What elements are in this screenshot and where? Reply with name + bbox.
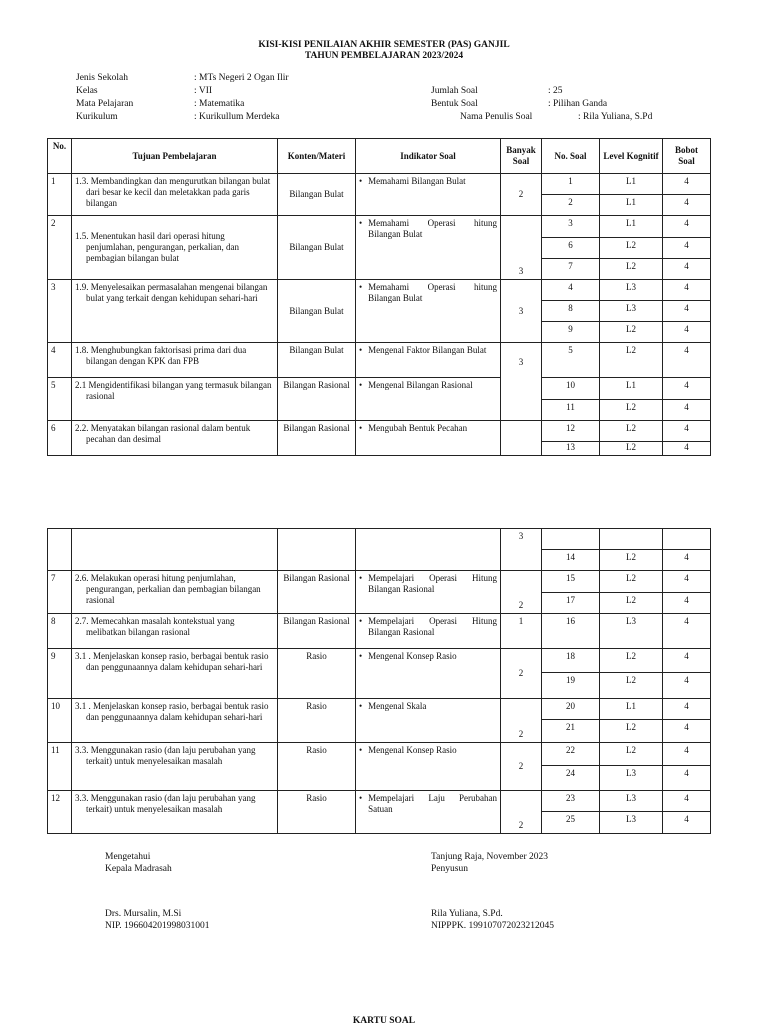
header-no-soal: No. Soal xyxy=(542,139,600,174)
item-level: L2 xyxy=(600,442,663,456)
header-materi: Konten/Materi xyxy=(278,139,356,174)
item-no: 10 xyxy=(542,378,600,400)
row-materi: Bilangan Rasional xyxy=(278,571,356,614)
item-level: L2 xyxy=(600,322,663,343)
item-level: L2 xyxy=(600,673,663,699)
signature-right xyxy=(431,852,548,876)
item-bobot: 4 xyxy=(663,259,711,280)
row-indikator: • Mempelajari Laju Perubahan Satuan xyxy=(359,793,497,814)
value-penulis: : Rila Yuliana, S.Pd xyxy=(578,112,653,122)
label-mapel: Mata Pelajaran xyxy=(76,99,134,109)
label-kurikulum: Kurikulum xyxy=(76,112,118,122)
item-level: L3 xyxy=(600,301,663,322)
table-row xyxy=(48,174,711,195)
item-no: 24 xyxy=(542,766,600,791)
row-no: 12 xyxy=(48,791,72,834)
value-kelas: : VII xyxy=(194,86,213,96)
bullet-icon: • xyxy=(359,282,363,292)
row-tujuan: 1.3. Membandingkan dan mengurutkan bilangan bulat dari besar ke kecil dan meletakkan pada garis bilangan xyxy=(72,174,278,216)
item-level: L2 xyxy=(600,720,663,743)
table-row xyxy=(48,571,711,593)
table-row xyxy=(48,421,711,442)
item-level: L3 xyxy=(600,791,663,812)
item-no: 15 xyxy=(542,571,600,593)
item-no: 3 xyxy=(542,216,600,238)
item-level: L3 xyxy=(600,280,663,301)
item-level: L2 xyxy=(600,421,663,442)
row-materi: Bilangan Bulat xyxy=(278,216,356,280)
item-level: L3 xyxy=(600,812,663,834)
row-tujuan: 1.5. Menentukan hasil dari operasi hitung penjumlahan, pengurangan, perkalian, dan pembagian bilangan bulat xyxy=(72,216,278,280)
item-no: 6 xyxy=(542,238,600,259)
row-tujuan: 2.1 Mengidentifikasi bilangan yang termasuk bilangan rasional xyxy=(72,378,278,421)
item-no: 17 xyxy=(542,593,600,614)
table-row xyxy=(48,343,711,378)
row-banyak: 1 xyxy=(501,614,542,649)
header-banyak: Banyak Soal xyxy=(501,139,542,174)
row-banyak: 2 xyxy=(501,743,542,791)
item-bobot: 4 xyxy=(663,614,711,649)
item-no: 4 xyxy=(542,280,600,301)
row-banyak: 2 xyxy=(501,699,542,743)
row-materi: Rasio xyxy=(278,699,356,743)
item-bobot: 4 xyxy=(663,195,711,216)
item-no: 9 xyxy=(542,322,600,343)
row-banyak: 3 xyxy=(501,280,542,343)
item-bobot: 4 xyxy=(663,720,711,743)
item-bobot: 4 xyxy=(663,649,711,673)
table-row xyxy=(48,791,711,812)
value-jumlah-soal: : 25 xyxy=(548,86,563,96)
item-no: 5 xyxy=(542,343,600,378)
item-level: L2 xyxy=(600,259,663,280)
row-materi: Bilangan Rasional xyxy=(278,421,356,456)
row-no: 9 xyxy=(48,649,72,699)
next-page-title: KARTU SOAL xyxy=(352,1016,416,1026)
header-bobot: Bobot Soal xyxy=(663,139,711,174)
row-no: 7 xyxy=(48,571,72,614)
row-indikator: • Mempelajari Operasi Hitung Bilangan Rasional xyxy=(359,616,497,637)
signature-right-line2: Penyusun xyxy=(431,863,468,874)
row-tujuan: 2.6. Melakukan operasi hitung penjumlahan, pengurangan, perkalian dan pembagian bilangan rasional xyxy=(72,571,278,614)
row-banyak: 2 xyxy=(501,791,542,834)
item-level: L2 xyxy=(600,238,663,259)
item-bobot: 4 xyxy=(663,400,711,421)
item-bobot: 4 xyxy=(663,238,711,259)
row-tujuan: 3.1 . Menjelaskan konsep rasio, berbagai bentuk rasio dan penggunaannya dalam kehidupan sehari-hari xyxy=(72,649,278,699)
item-level: L1 xyxy=(600,174,663,195)
row-materi: Bilangan Rasional xyxy=(278,614,356,649)
signature-left-name: Drs. Mursalin, M.Si xyxy=(105,909,182,919)
item-no: 8 xyxy=(542,301,600,322)
row-tujuan: 1.9. Menyelesaikan permasalahan mengenai bilangan bulat yang terkait dengan kehidupan sehari-hari xyxy=(72,280,278,343)
item-level: L2 xyxy=(600,743,663,766)
document-title: KISI-KISI PENILAIAN AKHIR SEMESTER (PAS) GANJIL xyxy=(258,40,510,50)
label-kelas: Kelas xyxy=(76,86,98,96)
value-bentuk-soal: : Pilihan Ganda xyxy=(548,99,608,109)
row-tujuan: 2.7. Memecahkan masalah kontekstual yang melibatkan bilangan rasional xyxy=(72,614,278,649)
item-no: 23 xyxy=(542,791,600,812)
bullet-icon: • xyxy=(359,573,363,583)
row-indikator: • Memahami Bilangan Bulat xyxy=(359,176,466,186)
signature-right-line1: Tanjung Raja, November 2023 xyxy=(431,852,549,862)
item-no: 7 xyxy=(542,259,600,280)
row-indikator: • Mengenal Konsep Rasio xyxy=(359,745,457,755)
item-level: L1 xyxy=(600,216,663,238)
item-level: L2 xyxy=(600,593,663,614)
row-materi: Bilangan Bulat xyxy=(278,280,356,343)
item-bobot: 4 xyxy=(663,743,711,766)
item-no: 1 xyxy=(542,174,600,195)
item-no: 11 xyxy=(542,400,600,421)
row-materi: Bilangan Bulat xyxy=(278,174,356,216)
item-level: L1 xyxy=(600,699,663,720)
row-indikator: • Memahami Operasi hitung Bilangan Bulat xyxy=(359,218,497,239)
table-row xyxy=(48,649,711,673)
item-bobot: 4 xyxy=(663,174,711,195)
bullet-icon: • xyxy=(359,380,363,390)
header-indikator: Indikator Soal xyxy=(356,139,501,174)
label-jumlah-soal: Jumlah Soal xyxy=(431,86,478,96)
header-level: Level Kognitif xyxy=(600,139,663,174)
bullet-icon: • xyxy=(359,701,363,711)
item-no: 2 xyxy=(542,195,600,216)
item-level: L1 xyxy=(600,195,663,216)
row-indikator: • Mempelajari Operasi Hitung Bilangan Rasional xyxy=(359,573,497,594)
bullet-icon: • xyxy=(359,423,363,433)
value-jenis-sekolah: : MTs Negeri 2 Ogan Ilir xyxy=(194,73,289,83)
value-mapel: : Matematika xyxy=(194,99,245,109)
item-bobot: 4 xyxy=(663,673,711,699)
item-no: 25 xyxy=(542,812,600,834)
row-no: 8 xyxy=(48,614,72,649)
row-banyak: 3 xyxy=(501,343,542,421)
signature-left-nip: NIP. 196604201998031001 xyxy=(105,920,210,931)
item-bobot: 4 xyxy=(663,301,711,322)
row-banyak: 2 xyxy=(501,649,542,699)
item-bobot: 4 xyxy=(663,791,711,812)
item-level: L2 xyxy=(600,343,663,378)
bullet-icon: • xyxy=(359,345,363,355)
item-level: L2 xyxy=(600,550,663,571)
header-no: No. xyxy=(48,139,72,174)
label-penulis: Nama Penulis Soal xyxy=(460,112,533,122)
row-tujuan: 3.3. Menggunakan rasio (dan laju perubahan yang terkait) untuk menyelesaikan masalah xyxy=(72,743,278,791)
row-tujuan: 3.3. Menggunakan rasio (dan laju perubahan yang terkait) untuk menyelesaikan masalah xyxy=(72,791,278,834)
signature-right-name-block xyxy=(431,909,554,933)
item-no: 22 xyxy=(542,743,600,766)
row-no: 11 xyxy=(48,743,72,791)
item-level: L3 xyxy=(600,614,663,649)
row-indikator: • Mengenal Bilangan Rasional xyxy=(359,380,473,390)
table-row xyxy=(48,743,711,766)
row-banyak: 3 xyxy=(501,529,542,571)
item-no: 16 xyxy=(542,614,600,649)
item-level: L2 xyxy=(600,400,663,421)
label-jenis-sekolah: Jenis Sekolah xyxy=(76,73,128,83)
item-no: 19 xyxy=(542,673,600,699)
row-no: 3 xyxy=(48,280,72,343)
signature-right-nip: NIPPPK. 199107072023212045 xyxy=(431,920,554,931)
row-materi: Bilangan Rasional xyxy=(278,378,356,421)
item-level: L3 xyxy=(600,766,663,791)
item-bobot: 4 xyxy=(663,442,711,456)
signature-left-line1: Mengetahui xyxy=(105,852,151,862)
header-tujuan: Tujuan Pembelajaran xyxy=(72,139,278,174)
row-indikator: • Mengenal Konsep Rasio xyxy=(359,651,457,661)
row-materi: Rasio xyxy=(278,791,356,834)
item-no: 14 xyxy=(542,550,600,571)
item-no: 12 xyxy=(542,421,600,442)
row-no: 2 xyxy=(48,216,72,280)
row-banyak-empty xyxy=(501,421,542,456)
row-tujuan: 3.1 . Menjelaskan konsep rasio, berbagai bentuk rasio dan penggunaannya dalam kehidupan sehari-hari xyxy=(72,699,278,743)
table-row-continuation xyxy=(48,529,711,550)
item-bobot: 4 xyxy=(663,550,711,571)
row-tujuan: 2.2. Menyatakan bilangan rasional dalam bentuk pecahan dan desimal xyxy=(72,421,278,456)
item-bobot: 4 xyxy=(663,378,711,400)
bullet-icon: • xyxy=(359,176,363,186)
item-bobot: 4 xyxy=(663,593,711,614)
row-no: 4 xyxy=(48,343,72,378)
signature-left-name-block xyxy=(105,909,210,933)
item-bobot: 4 xyxy=(663,766,711,791)
item-bobot: 4 xyxy=(663,216,711,238)
item-bobot: 4 xyxy=(663,421,711,442)
item-no: 20 xyxy=(542,699,600,720)
row-indikator: • Mengubah Bentuk Pecahan xyxy=(359,423,468,433)
row-materi: Rasio xyxy=(278,743,356,791)
table-row xyxy=(48,280,711,301)
bullet-icon: • xyxy=(359,218,363,228)
item-bobot: 4 xyxy=(663,699,711,720)
bullet-icon: • xyxy=(359,616,363,626)
row-banyak: 3 xyxy=(501,216,542,280)
item-bobot: 4 xyxy=(663,322,711,343)
value-kurikulum: : Kurikullum Merdeka xyxy=(194,112,280,122)
signature-right-name: Rila Yuliana, S.Pd. xyxy=(431,909,503,919)
bullet-icon: • xyxy=(359,745,363,755)
label-bentuk-soal: Bentuk Soal xyxy=(431,99,478,109)
item-level: L2 xyxy=(600,649,663,673)
item-level: L2 xyxy=(600,571,663,593)
row-materi: Rasio xyxy=(278,649,356,699)
item-bobot: 4 xyxy=(663,280,711,301)
bullet-icon: • xyxy=(359,651,363,661)
row-banyak: 2 xyxy=(501,174,542,216)
row-no: 5 xyxy=(48,378,72,421)
item-no: 13 xyxy=(542,442,600,456)
item-bobot: 4 xyxy=(663,571,711,593)
row-no: 6 xyxy=(48,421,72,456)
row-banyak: 2 xyxy=(501,571,542,614)
row-indikator: • Mengenal Skala xyxy=(359,701,427,711)
signature-left xyxy=(105,852,172,876)
kisi-table-page2 xyxy=(47,528,711,834)
table-row xyxy=(48,699,711,720)
row-no: 1 xyxy=(48,174,72,216)
item-bobot: 4 xyxy=(663,812,711,834)
row-indikator: • Memahami Operasi hitung Bilangan Bulat xyxy=(359,282,497,303)
row-no: 10 xyxy=(48,699,72,743)
signature-left-line2: Kepala Madrasah xyxy=(105,863,172,874)
bullet-icon: • xyxy=(359,793,363,803)
item-no: 18 xyxy=(542,649,600,673)
row-tujuan: 1.8. Menghubungkan faktorisasi prima dari dua bilangan dengan KPK dan FPB xyxy=(72,343,278,378)
row-materi: Bilangan Bulat xyxy=(278,343,356,378)
kisi-table-page1 xyxy=(47,138,711,456)
table-row xyxy=(48,378,711,400)
item-bobot: 4 xyxy=(663,343,711,378)
row-indikator: • Mengenal Faktor Bilangan Bulat xyxy=(359,345,487,355)
table-row xyxy=(48,614,711,649)
table-row xyxy=(48,216,711,238)
item-level: L1 xyxy=(600,378,663,400)
document-subtitle: TAHUN PEMBELAJARAN 2023/2024 xyxy=(304,51,464,61)
item-no: 21 xyxy=(542,720,600,743)
